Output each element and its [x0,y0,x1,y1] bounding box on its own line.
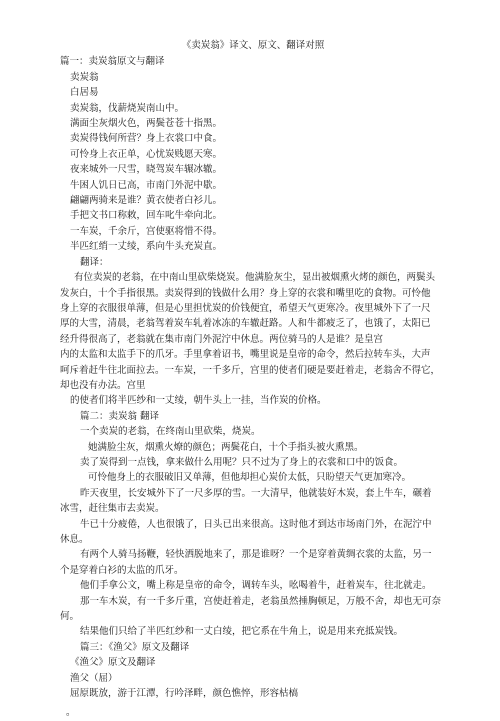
text-line: 身上穿的衣服很单薄，但是心里担忧炭的价钱便宜，希望天气更寒冷。夜里城外下了一尺 [60,302,431,314]
text-line: 篇一：卖炭翁原文与翻译 [60,56,165,68]
text-line: 卖炭翁，伐薪烧炭南山中。 [70,102,185,114]
text-line: 冰雪，赶往集市去卖炭。 [60,503,165,515]
text-line: 有两个人骑马扬鞭，轻快洒脱地来了，那是谁呀？一个是穿着黄绸衣裳的太监，另一 [80,549,432,561]
text-line: 内的太监和太监手下的爪牙。手里拿着诏书，嘴里说是皇帝的命令，然后拉转车头，大声 [60,349,431,361]
text-line: 屈原既放，游于江潭，行吟泽畔，颜色憔悴，形容枯槁 [70,688,299,700]
text-line: 她满脸尘灰，烟熏火燎的颜色；两鬓花白，十个手指头被火熏黑。 [88,441,364,453]
text-line: 一车炭，千余斤，宫使驱将惜不得。 [70,225,223,237]
text-line: 休息。 [60,534,89,545]
text-line: 发灰白，十个手指很黑。卖炭得到的钱做什么用？身上穿的衣裳和嘴里吃的食物。可怜他 [60,287,431,299]
text-line: 个是穿着白衫的太监的爪牙。 [60,564,184,576]
text-line: 他们手拿公文，嘴上称是皇帝的命令，调转车头，吆喝着牛，赶着炭车，往北就走。 [80,580,432,592]
document-body [60,54,446,720]
text-line: 有位卖炭的老翁，在中南山里砍柴烧炭。他满脸灰尘，显出被烟熏火烤的颜色，两鬓头 [74,272,436,284]
text-line: 翩翩两骑来是谁？黄衣使者白衫儿。 [70,195,223,207]
text-line: 翻译： [80,256,109,268]
text-line: 。 [66,707,76,719]
text-line: 夜来城外一尺雪，晓驾炭车辗冰辙。 [70,164,223,176]
text-line: 白居易 [70,87,99,99]
text-line: 昨天夜里，长安城外下了一尺多厚的雪。一大清早，他就装好木炭，套上牛车，碾着 [80,487,432,499]
text-line: 篇二：卖炭翁 翻译 [80,410,160,422]
text-line: 手把文书口称敕，回车叱牛牵向北。 [70,210,223,222]
document-title: 《卖炭翁》译文、原文、翻译对照 [181,40,325,51]
text-line: 卖炭得钱何所营？身上衣裳口中食。 [70,133,223,145]
text-line: 渔父（屈） [70,672,118,684]
text-line: 却也没有办法。宫里 [60,379,146,391]
text-line: 牛已十分疲倦，人也很饿了，日头已出来很高。这时他才到达市场南门外，在泥泞中 [80,518,432,530]
text-line: 满面尘灰烟火色，两鬓苍苍十指黑。 [70,118,223,130]
text-line: 结果他们只给了半匹红纱和一丈白绫，把它系在牛角上，说是用来充抵炭钱。 [80,626,404,638]
text-line: 可怜身上衣正单，心忧炭贱愿天寒。 [70,148,223,160]
text-line: 卖了炭得到一点钱，拿来做什么用呢？只不过为了身上的衣裳和口中的饭食。 [80,456,404,468]
text-line: 厚的大雪，清晨，老翁驾着炭车轧着冰冻的车辙赶路。人和牛都疲乏了，也饿了，太阳已 [60,318,431,330]
text-line: 何。 [60,611,80,623]
text-line: 篇三：《渔父》原文及翻译 [80,641,190,653]
text-line: 的使者们将半匹纱和一丈绫，朝牛头上一挂，当作炭的价格。 [70,395,327,407]
text-line: 半匹红绡一丈绫，系向牛头充炭直。 [70,241,223,253]
text-line: 可怜他身上的衣服破旧又单薄，但他却担心炭价太低，只盼望天气更加寒冷。 [88,472,412,484]
text-line: 呵斥着赶牛往北面拉去。一车炭，一千多斤，宫里的使者们硬是要赶着走，老翁舍不得它， [60,364,441,376]
text-line: 那一车木炭，有一千多斤重，宫使赶着走，老翁虽然捶胸顿足，万般不舍，却也无可奈 [80,595,442,607]
text-line: 经升得很高了，老翁就在集市南门外泥泞中休息。两位骑马的人是谁？是皇宫 [60,333,384,345]
text-line: 《渔父》原文及翻译 [70,657,156,669]
text-line: 一个卖炭的老翁，在终南山里砍柴，烧炭。 [80,426,261,438]
text-line: 牛困人饥日已高，市南门外泥中歇。 [70,179,223,191]
text-line: 卖炭翁 [70,71,99,83]
